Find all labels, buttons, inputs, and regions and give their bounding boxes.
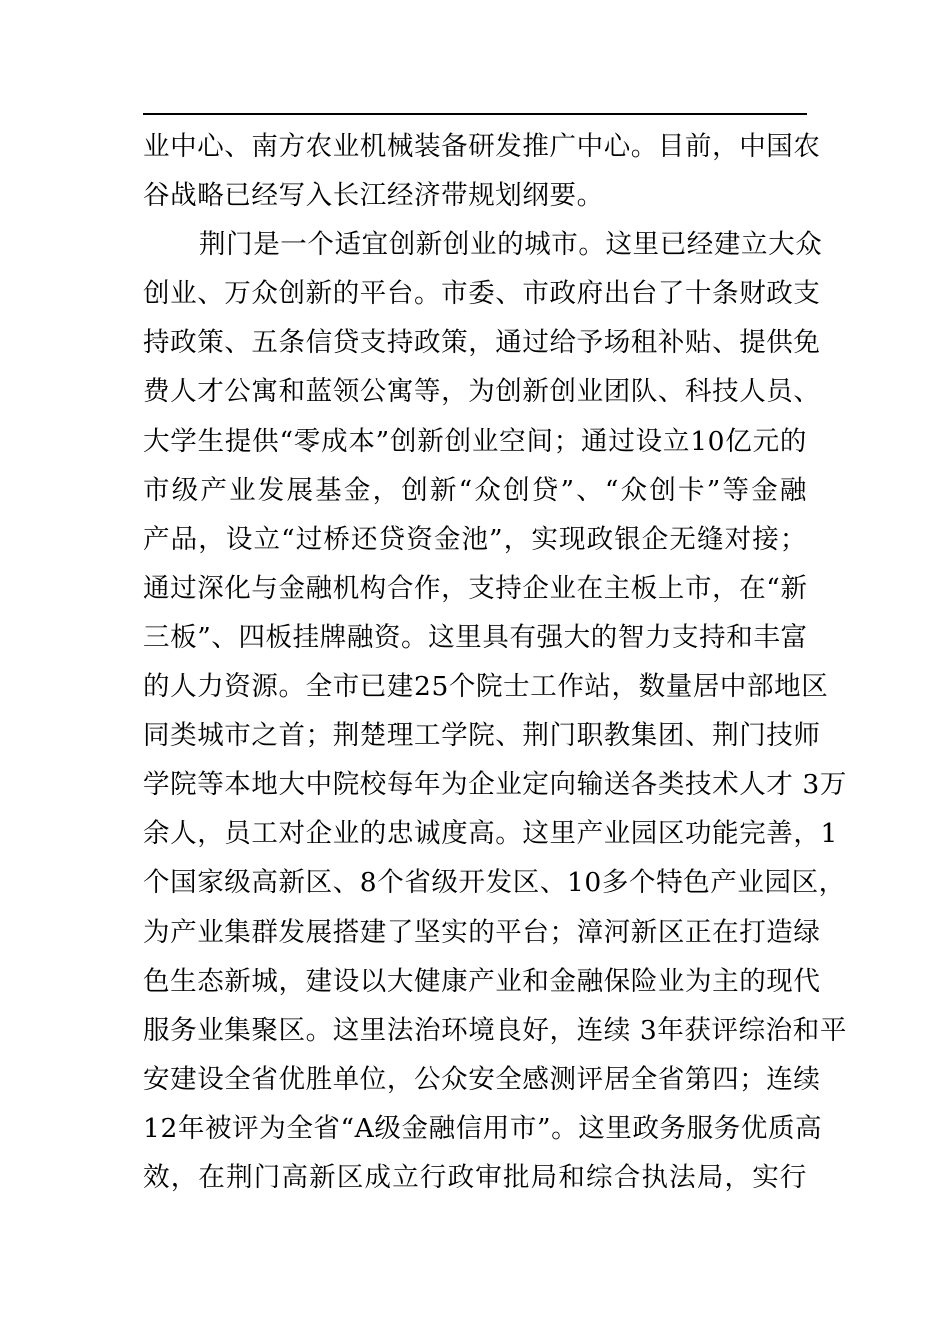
text-line: 余人，员工对企业的忠诚度高。这里产业园区功能完善，1: [143, 818, 838, 850]
text-line: 产品，设立“过桥还贷资金池”，实现政银企无缝对接；: [143, 523, 807, 555]
text-line: 服务业集聚区。这里法治环境良好，连续 3年获评综治和平: [143, 1014, 847, 1046]
text-line: 市级产业发展基金，创新“众创贷”、“众创卡”等金融: [143, 474, 807, 506]
text-line: 色生态新城，建设以大健康产业和金融保险业为主的现代: [143, 965, 821, 997]
text-line: 荆门是一个适宜创新创业的城市。这里已经建立大众: [199, 229, 823, 261]
text-line: 学院等本地大中院校每年为企业定向输送各类技术人才 3万: [143, 769, 847, 801]
text-line: 的人力资源。全市已建25个院士工作站，数量居中部地区: [143, 671, 829, 703]
header-rule: [143, 113, 807, 115]
text-line: 持政策、五条信贷支持政策，通过给予场租补贴、提供免: [143, 327, 821, 359]
text-line: 大学生提供“零成本”创新创业空间；通过设立10亿元的: [143, 425, 807, 457]
body-text: [143, 122, 847, 1202]
text-line: 为产业集群发展搭建了坚实的平台；漳河新区正在打造绿: [143, 916, 821, 948]
text-line: 业中心、南方农业机械装备研发推广中心。目前，中国农: [143, 131, 821, 162]
text-line: 个国家级高新区、8个省级开发区、10多个特色产业园区，: [143, 867, 846, 899]
text-line: 谷战略已经写入长江经济带规划纲要。: [143, 180, 604, 212]
text-line: 安建设全省优胜单位，公众安全感测评居全省第四；连续: [143, 1063, 821, 1095]
text-line: 同类城市之首；荆楚理工学院、荆门职教集团、荆门技师: [143, 720, 821, 752]
text-line: 费人才公寓和蓝领公寓等，为创新创业团队、科技人员、: [143, 376, 821, 408]
text-line: 通过深化与金融机构合作，支持企业在主板上市，在“新: [143, 572, 808, 604]
text-line: 12年被评为全省“A级金融信用市”。这里政务服务优质高: [143, 1112, 823, 1144]
text-line: 三板”、四板挂牌融资。这里具有强大的智力支持和丰富: [143, 621, 808, 653]
text-line: 创业、万众创新的平台。市委、市政府出台了十条财政支: [143, 278, 821, 310]
text-line: 效，在荆门高新区成立行政审批局和综合执法局，实行: [143, 1161, 807, 1193]
